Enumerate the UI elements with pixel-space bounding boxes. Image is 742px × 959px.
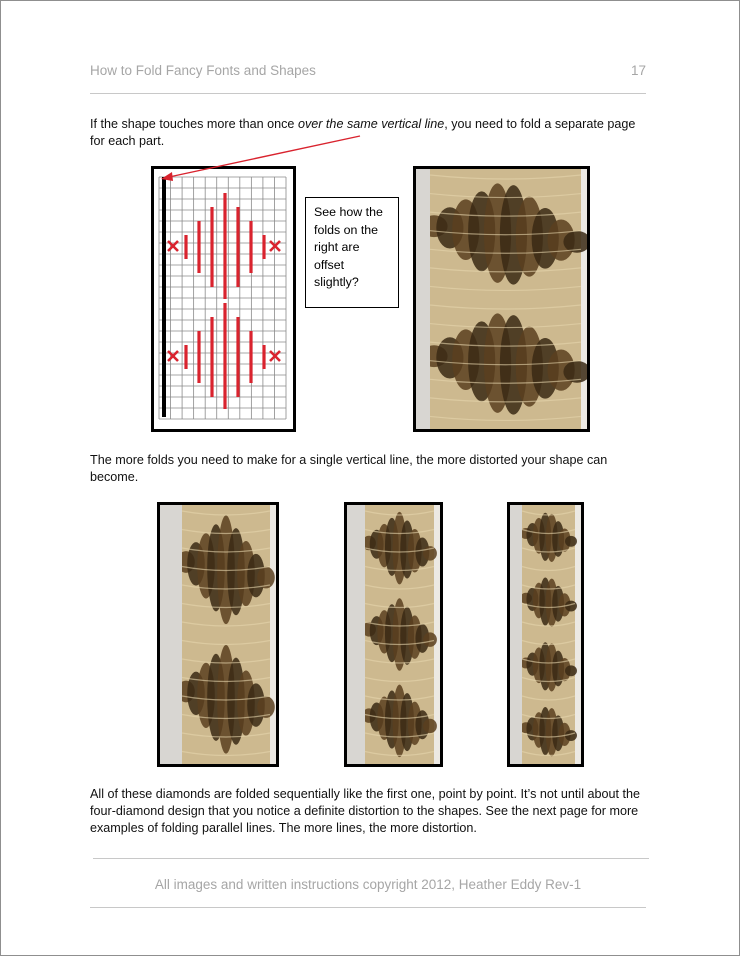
page-number: 17 bbox=[630, 63, 646, 78]
paragraph-intro-emphasis: over the same vertical line bbox=[297, 117, 445, 131]
paragraph-intro-start: If the shape touches more than once bbox=[90, 117, 298, 131]
footer-copyright: All images and written instructions copyright 2012, Heather Eddy Rev-1 bbox=[154, 877, 582, 892]
footer-divider-top bbox=[93, 858, 649, 859]
three-diamond-image bbox=[347, 505, 440, 764]
folded-page-shadow bbox=[423, 632, 437, 647]
callout-box: See how the folds on the right are offset slightly? bbox=[305, 197, 399, 308]
four-diamond-image bbox=[510, 505, 581, 764]
paragraph-distortion: The more folds you need to make for a single vertical line, the more distorted your shape can become. bbox=[90, 453, 608, 484]
offset-folds-image bbox=[416, 169, 587, 429]
folded-page-shadow bbox=[565, 536, 577, 547]
two-diamond-photo bbox=[157, 502, 279, 767]
paragraph-intro-end: , you need to fold a separate page for each part. bbox=[90, 117, 636, 148]
three-diamond-photo bbox=[344, 502, 443, 767]
paragraph-conclusion: All of these diamonds are folded sequentially like the first one, point by point. It’s not until about the four-diamond design that you notice a definite distortion to the shapes. See the next page for more examples of folding parallel lines. The more lines, the more distortion. bbox=[90, 787, 641, 835]
four-diamond-photo bbox=[507, 502, 584, 767]
header-title: How to Fold Fancy Fonts and Shapes bbox=[90, 63, 316, 78]
footer-divider-bottom bbox=[90, 907, 646, 908]
folded-page-shadow bbox=[423, 719, 437, 734]
offset-folds-photo bbox=[413, 166, 590, 432]
folded-page-shadow bbox=[565, 665, 577, 676]
two-diamond-image bbox=[160, 505, 276, 764]
